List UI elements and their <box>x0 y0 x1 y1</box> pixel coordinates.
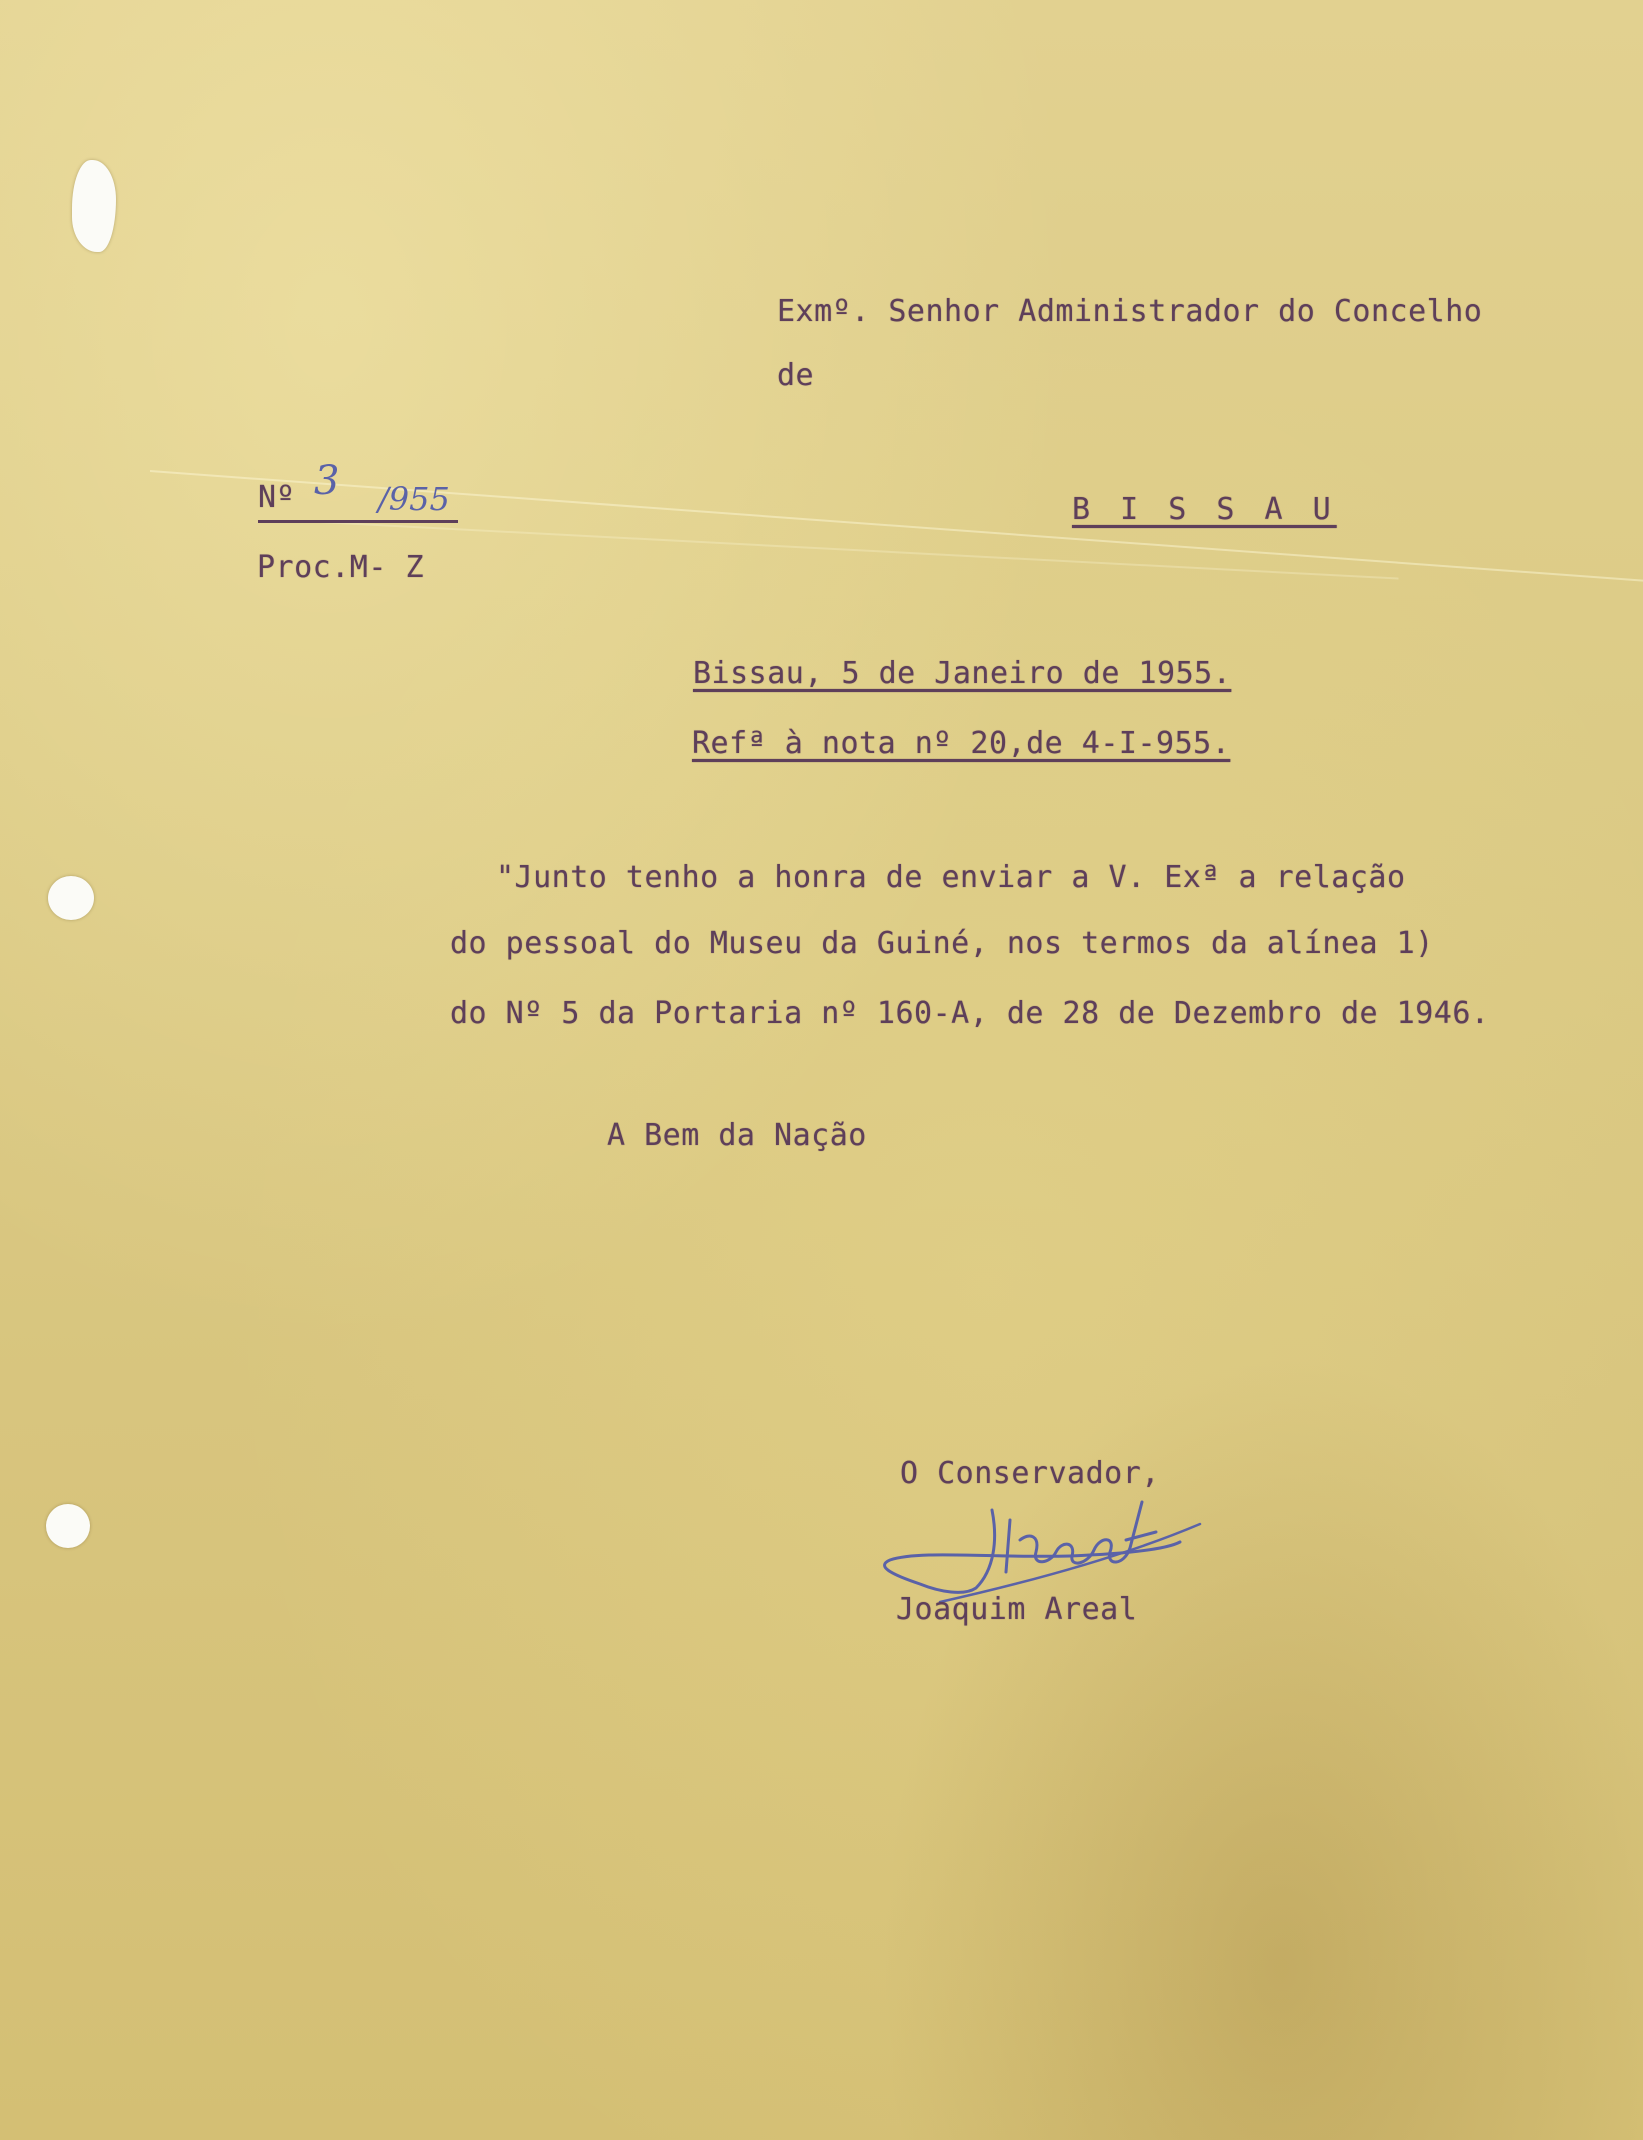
addressee-line-1: Exmº. Senhor Administrador do Concelho <box>777 294 1483 329</box>
handwritten-signature <box>880 1480 1220 1610</box>
number-handwritten: 3 <box>314 458 340 504</box>
number-prefix: Nº <box>258 480 296 515</box>
process-reference: Proc.M- Z <box>257 550 425 585</box>
punch-hole-bottom <box>46 1504 90 1548</box>
date-line: Bissau, 5 de Janeiro de 1955. <box>693 656 1232 691</box>
document-number <box>258 458 458 523</box>
signatory-name: Joaquim Areal <box>896 1592 1138 1627</box>
closing-line: A Bem da Nação <box>607 1118 867 1153</box>
punch-hole-middle <box>48 876 94 920</box>
body-line-3: do Nº 5 da Portaria nº 160-A, de 28 de Dezembro de 1946. <box>450 996 1490 1031</box>
city-heading: B I S S A U <box>1072 492 1337 527</box>
addressee-line-2: de <box>777 358 815 393</box>
signatory-title: O Conservador, <box>900 1456 1160 1491</box>
torn-hole-top <box>72 160 116 252</box>
body-line-1: "Junto tenho a honra de enviar a V. Exª a relação <box>496 860 1406 895</box>
body-line-2: do pessoal do Museu da Guiné, nos termos da alínea 1) <box>450 926 1434 961</box>
reference-line: Refª à nota nº 20,de 4-I-955. <box>692 726 1231 761</box>
number-year: /955 <box>378 480 450 518</box>
